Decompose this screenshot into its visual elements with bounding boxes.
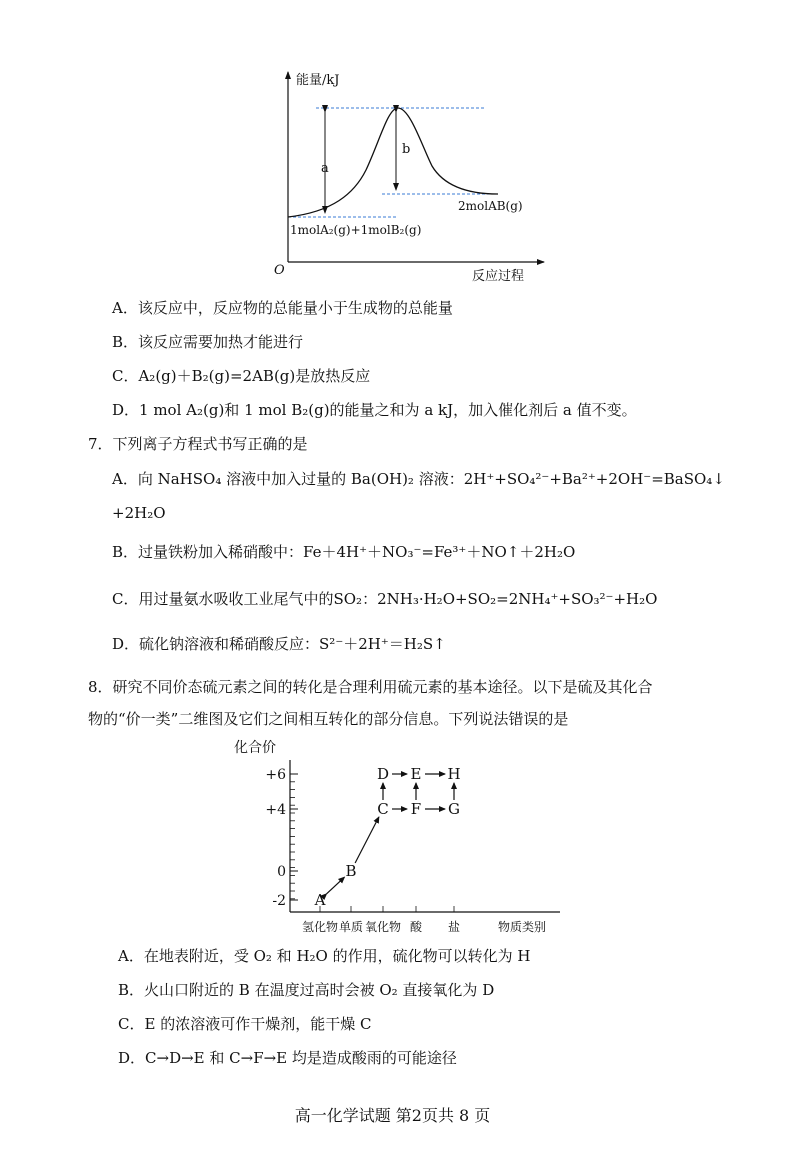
chart-x-category-label: 盐 bbox=[447, 920, 461, 934]
q6-option-a: A．该反应中，反应物的总能量小于生成物的总能量 bbox=[112, 299, 453, 317]
label-a: a bbox=[321, 161, 329, 176]
chart-points bbox=[314, 765, 461, 909]
chart-point-G: G bbox=[448, 800, 460, 818]
chart-y-minor-ticks bbox=[290, 774, 295, 899]
product-label: 2molAB(g) bbox=[458, 199, 523, 213]
q7-option-b: B．过量铁粉加入稀硝酸中：Fe＋4H⁺＋NO₃⁻=Fe³⁺＋NO↑＋2H₂O bbox=[112, 543, 576, 561]
q7-option-c: C．用过量氨水吸收工业尾气中的SO₂：2NH₃·H₂O+SO₂=2NH₄⁺+SO₃²⁻+H₂O bbox=[112, 590, 658, 608]
x-axis-label: 反应过程 bbox=[472, 269, 525, 284]
chart-arrow bbox=[355, 817, 379, 863]
q6-option-c: C．A₂(g)＋B₂(g)=2AB(g)是放热反应 bbox=[112, 367, 371, 385]
q7-stem: 7．下列离子方程式书写正确的是 bbox=[88, 435, 308, 453]
chart-x-category-label: 氢化物 bbox=[301, 920, 339, 934]
chart-x-axis-label: 物质类别 bbox=[498, 920, 547, 934]
y-axis-label: 能量/kJ bbox=[296, 73, 340, 88]
origin-label: O bbox=[274, 263, 285, 278]
valence-class-chart bbox=[230, 734, 590, 938]
chart-x-category-label: 酸 bbox=[409, 920, 423, 934]
reactant-label: 1molA₂(g)+1molB₂(g) bbox=[290, 223, 422, 237]
q8-stem-line1: 8．研究不同价态硫元素之间的转化是合理利用硫元素的基本途径。以下是硫及其化合 bbox=[88, 678, 653, 696]
energy-profile-diagram bbox=[262, 62, 562, 287]
q6-option-b: B．该反应需要加热才能进行 bbox=[112, 333, 304, 351]
chart-point-H: H bbox=[447, 765, 461, 783]
q8-option-a: A．在地表附近，受 O₂ 和 H₂O 的作用，硫化物可以转化为 H bbox=[118, 947, 531, 965]
q6-option-d: D．1 mol A₂(g)和 1 mol B₂(g)的能量之和为 a kJ，加入催化剂后 a 值不变。 bbox=[112, 401, 637, 419]
chart-y-tick-label: -2 bbox=[272, 893, 286, 909]
chart-point-D: D bbox=[376, 765, 390, 783]
chart-y-tick-label: +4 bbox=[265, 802, 286, 818]
chart-x-categories bbox=[302, 906, 460, 934]
chart-y-ticks bbox=[265, 767, 298, 909]
q8-stem-line2: 物的“价一类”二维图及它们之间相互转化的部分信息。下列说法错误的是 bbox=[88, 710, 569, 728]
chart-point-F: F bbox=[410, 800, 422, 818]
label-b: b bbox=[402, 142, 411, 157]
chart-y-tick-label: +6 bbox=[265, 767, 286, 783]
chart-point-A: A bbox=[314, 891, 326, 909]
chart-point-C: C bbox=[377, 800, 389, 818]
chart-point-B: B bbox=[345, 862, 357, 880]
chart-x-category-label: 氧化物 bbox=[364, 920, 402, 934]
chart-arrow bbox=[327, 877, 345, 894]
chart-x-category-label: 单质 bbox=[338, 920, 364, 934]
q8-option-c: C．E 的浓溶液可作干燥剂，能干燥 C bbox=[118, 1015, 372, 1033]
chart-y-tick-label: 0 bbox=[277, 864, 286, 880]
q7-option-a-line1: A．向 NaHSO₄ 溶液中加入过量的 Ba(OH)₂ 溶液：2H⁺+SO₄²⁻+Ba²⁺+2OH⁻=BaSO₄↓ bbox=[112, 470, 725, 488]
q7-option-d: D．硫化钠溶液和稀硝酸反应：S²⁻＋2H⁺＝H₂S↑ bbox=[112, 635, 446, 653]
chart-y-axis-label: 化合价 bbox=[234, 740, 276, 756]
q8-option-d: D．C→D→E 和 C→F→E 均是造成酸雨的可能途径 bbox=[118, 1049, 457, 1067]
page-footer: 高一化学试题 第2页共 8 页 bbox=[294, 1106, 491, 1125]
q7-option-a-line2: +2H₂O bbox=[112, 504, 166, 522]
chart-point-E: E bbox=[410, 765, 422, 783]
q8-option-b: B．火山口附近的 B 在温度过高时会被 O₂ 直接氧化为 D bbox=[118, 981, 495, 999]
